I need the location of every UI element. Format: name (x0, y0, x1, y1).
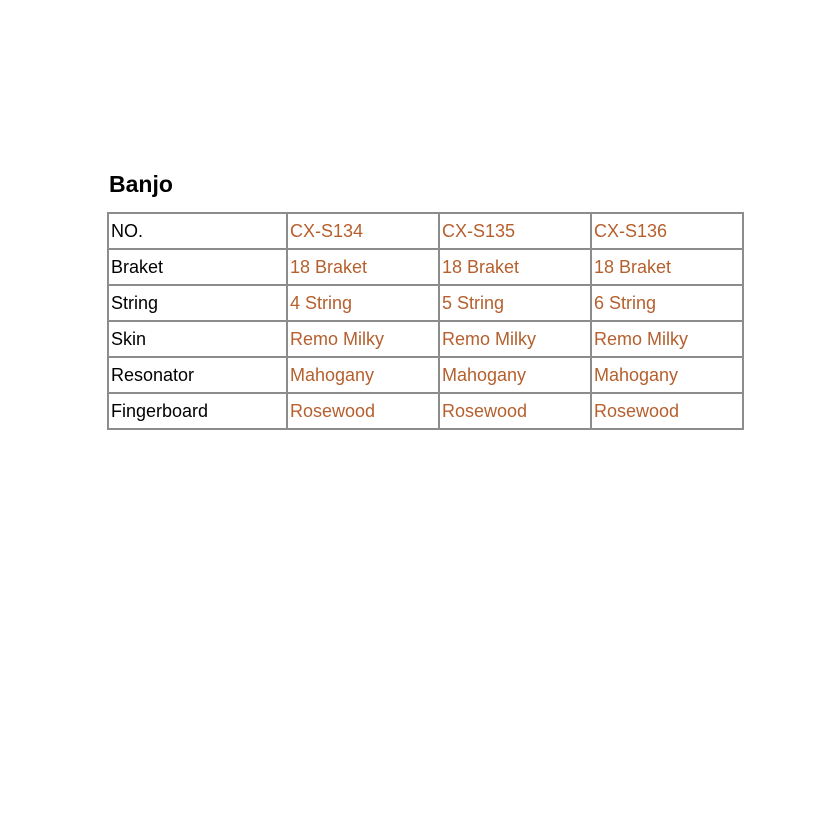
cell-value: 5 String (439, 285, 591, 321)
row-label: String (108, 285, 287, 321)
table-row-resonator (108, 357, 743, 393)
cell-value: 18 Braket (591, 249, 743, 285)
cell-value: CX-S134 (287, 213, 439, 249)
cell-value: Mahogany (439, 357, 591, 393)
cell-value: Mahogany (591, 357, 743, 393)
cell-value: Rosewood (287, 393, 439, 429)
cell-value: Remo Milky (439, 321, 591, 357)
row-label: Braket (108, 249, 287, 285)
row-label: NO. (108, 213, 287, 249)
row-label: Fingerboard (108, 393, 287, 429)
table-row-string (108, 285, 743, 321)
cell-value: 4 String (287, 285, 439, 321)
cell-value: 18 Braket (439, 249, 591, 285)
cell-value: CX-S135 (439, 213, 591, 249)
cell-value: Remo Milky (287, 321, 439, 357)
cell-value: 6 String (591, 285, 743, 321)
cell-value: Mahogany (287, 357, 439, 393)
spec-table (107, 212, 744, 430)
cell-value: Rosewood (591, 393, 743, 429)
table-row-fingerboard (108, 393, 743, 429)
page-title: Banjo (109, 171, 173, 197)
cell-value: 18 Braket (287, 249, 439, 285)
cell-value: CX-S136 (591, 213, 743, 249)
cell-value: Remo Milky (591, 321, 743, 357)
table-row-skin (108, 321, 743, 357)
row-label: Resonator (108, 357, 287, 393)
cell-value: Rosewood (439, 393, 591, 429)
table-row-braket (108, 249, 743, 285)
table-row-no (108, 213, 743, 249)
row-label: Skin (108, 321, 287, 357)
